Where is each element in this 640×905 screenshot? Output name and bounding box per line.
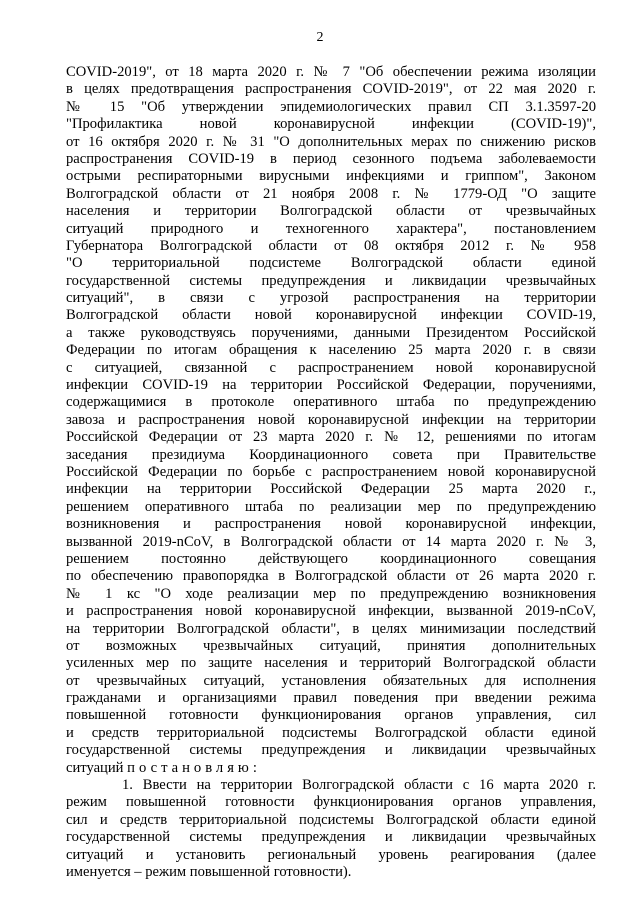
text-line: от чрезвычайных ситуаций, установления обязательных для исполнения (66, 672, 596, 689)
text-line: усиленных мер по защите населения и территорий Волгоградской области (66, 655, 596, 672)
text-line: в целях предотвращения распространения COVID-2019", от 22 мая 2020 г. (66, 81, 596, 98)
text-line: сил и средств территориальной подсистемы Волгоградской области единой (66, 811, 596, 828)
text-line: а также руководствуясь поручениями, данными Президентом Российской (66, 324, 596, 341)
text-line: повышенной готовности функционирования органов управления, сил (66, 707, 596, 724)
text-line: "О территориальной подсистеме Волгоградской области единой (66, 255, 596, 272)
text-line: Федерации по итогам обращения к населению 25 марта 2020 г. в связи (66, 342, 596, 359)
item-1-paragraph (66, 777, 596, 881)
text-line: от 16 октября 2020 г. № 31 "О дополнительных мерах по снижению рисков (66, 133, 596, 150)
text-line: № 1 кс "О ходе реализации мер по предупреждению возникновения (66, 585, 596, 602)
text-line: гражданами и организациями правил поведения при введении режима (66, 690, 596, 707)
text-line: Российской Федерации от 23 марта 2020 г. № 12, решениями по итогам (66, 429, 596, 446)
text-line: COVID-2019", от 18 марта 2020 г. № 7 "Об обеспечении режима изоляции (66, 64, 596, 80)
text-line: вызванной 2019-nCoV, в Волгоградской области от 14 марта 2020 г. № 3, (66, 533, 596, 550)
text-line: государственной системы предупреждения и ликвидации чрезвычайных (66, 742, 596, 759)
text-line: ситуаций", в связи с угрозой распространения на территории (66, 290, 596, 307)
text-line: № 15 "Об утверждении эпидемиологических правил СП 3.1.3597-20 (66, 98, 596, 115)
text-line: на территории Волгоградской области", в целях минимизации последствий (66, 620, 596, 637)
text-line: государственной системы предупреждения и ликвидации чрезвычайных (66, 829, 596, 846)
text-line: распространения COVID-19 в период сезонного подъема заболеваемости (66, 150, 596, 167)
text-line: решением оперативного штаба по реализации мер по предупреждению (66, 498, 596, 515)
text-line: по обеспечению правопорядка в Волгоградской области от 26 марта 2020 г. (66, 568, 596, 585)
text-line: и распространения новой коронавирусной инфекции, вызванной 2019-nCoV, (66, 603, 596, 620)
text-line: населения и территории Волгоградской области от чрезвычайных (66, 203, 596, 220)
text-line: содержащимися в протоколе оперативного штаба по предупреждению (66, 394, 596, 411)
text-line: и средств территориальной подсистемы Волгоградской области единой (66, 724, 596, 741)
text-line: инфекции COVID-19 на территории Российской Федерации, поручениями, (66, 377, 596, 394)
text-line: Губернатора Волгоградской области от 08 октября 2012 г. № 958 (66, 237, 596, 254)
text-line: острыми респираторными вирусными инфекциями и гриппом", Законом (66, 168, 596, 185)
text-line: государственной системы предупреждения и ликвидации чрезвычайных (66, 272, 596, 289)
text-line: с ситуацией, связанной с распространением новой коронавирусной (66, 359, 596, 376)
text-line: Российской Федерации по борьбе с распространением новой коронавирусной (66, 463, 596, 480)
text-line: ситуаций и установить региональный уровень реагирования (далее (66, 846, 596, 863)
document-body (66, 64, 596, 881)
text-line: завоза и распространения новой коронавирусной инфекции на территории (66, 411, 596, 428)
text-line: от возможных чрезвычайных ситуаций, принятия дополнительных (66, 637, 596, 654)
text-line: режим повышенной готовности функционирования органов управления, (66, 794, 596, 811)
resolution-prefix: ситуаций (66, 759, 124, 776)
page-number: 2 (316, 30, 324, 45)
text-line: именуется – режим повышенной готовности). (66, 863, 352, 880)
text-line: возникновения и распространения новой коронавирусной инфекции, (66, 516, 596, 533)
text-line: решением постоянно действующего координационного совещания (66, 550, 596, 567)
text-line: ситуаций природного и техногенного характера", постановлением (66, 220, 596, 237)
text-line: Волгоградской области новой коронавирусной инфекции COVID-19, (66, 307, 596, 324)
text-line: "Профилактика новой коронавирусной инфекции (COVID-19)", (66, 116, 596, 133)
text-line: инфекции на территории Российской Федерации 25 марта 2020 г., (66, 481, 596, 498)
text-line: Волгоградской области от 21 ноября 2008 г. № 1779-ОД "О защите (66, 185, 596, 202)
text-line: 1. Ввести на территории Волгоградской области с 16 марта 2020 г. (122, 777, 596, 794)
resolution-line (66, 760, 596, 777)
resolution-keyword: постановляю: (127, 759, 261, 776)
text-line: заседания президиума Координационного совета при Правительстве (66, 446, 596, 463)
preamble-paragraph (66, 64, 596, 777)
